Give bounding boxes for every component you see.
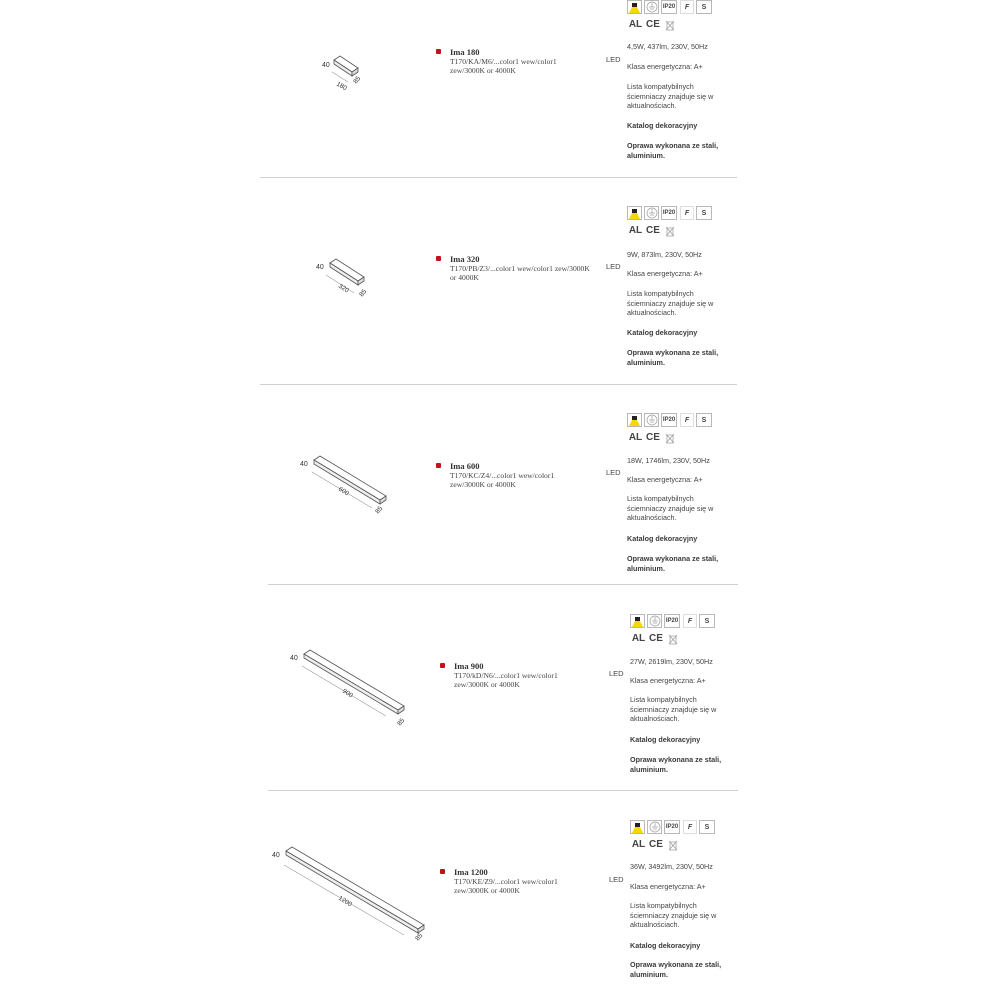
product-drawing bbox=[312, 255, 382, 305]
product-name: Ima 180 bbox=[450, 47, 480, 57]
product-drawing bbox=[270, 845, 435, 945]
length-dim-label: 600 bbox=[336, 485, 350, 498]
s-mark-icon: S bbox=[696, 413, 712, 427]
aluminium-icon: AL bbox=[631, 633, 646, 644]
s-mark-icon: S bbox=[699, 820, 715, 834]
product-drawing bbox=[296, 454, 396, 524]
ip20-icon: IP20 bbox=[664, 820, 680, 834]
spec-material: Oprawa wykonana ze stali, aluminium. bbox=[627, 348, 719, 367]
spec-dimmer-list: Lista kompatybilnych ściemniaczy znajduje się w aktualnościach. bbox=[630, 901, 717, 930]
aluminium-icon: AL bbox=[628, 19, 643, 30]
spec-power: 9W, 873lm, 230V, 50Hz bbox=[627, 250, 702, 259]
product-name: Ima 900 bbox=[454, 661, 484, 671]
led-label: LED bbox=[609, 669, 624, 678]
ip20-icon: IP20 bbox=[661, 413, 677, 427]
f-mark-icon: F bbox=[680, 0, 694, 14]
spec-power: 18W, 1746lm, 230V, 50Hz bbox=[627, 456, 710, 465]
product-code: T170/KE/Z9/...color1 wew/color1 zew/3000K or 4000K bbox=[454, 877, 558, 895]
s-mark-icon: S bbox=[699, 614, 715, 628]
row-separator bbox=[260, 384, 737, 385]
spec-power: 4,5W, 437lm, 230V, 50Hz bbox=[627, 42, 708, 51]
spec-catalog: Katalog dekoracyjny bbox=[630, 941, 701, 950]
ip20-icon: IP20 bbox=[664, 614, 680, 628]
product-code: T170/KC/Z4/...color1 wew/color1 zew/3000K or 4000K bbox=[450, 471, 555, 489]
f-mark-icon: F bbox=[680, 206, 694, 220]
f-mark-icon: F bbox=[683, 820, 697, 834]
weee-bin-icon bbox=[666, 631, 679, 646]
length-dim-label: 320 bbox=[336, 282, 350, 295]
height-dim-label: 40 bbox=[290, 655, 298, 662]
spec-power: 27W, 2619lm, 230V, 50Hz bbox=[630, 657, 713, 666]
bullet-icon bbox=[440, 869, 445, 874]
spec-dimmer-list: Lista kompatybilnych ściemniaczy znajduje się w aktualnościach. bbox=[627, 289, 714, 318]
spec-catalog: Katalog dekoracyjny bbox=[630, 735, 701, 744]
product-code: T170/PB/Z3/...color1 wew/color1 zew/3000K or 4000K bbox=[450, 264, 590, 282]
ceiling-recessed-icon bbox=[627, 206, 642, 220]
spec-energy-class: Klasa energetyczna: A+ bbox=[630, 676, 706, 685]
length-dim-label: 900 bbox=[340, 687, 354, 700]
spec-dimmer-list: Lista kompatybilnych ściemniaczy znajduje się w aktualnościach. bbox=[627, 494, 714, 523]
product-code: T170/KA/M6/...color1 wew/color1 zew/3000K or 4000K bbox=[450, 57, 557, 75]
product-name: Ima 1200 bbox=[454, 867, 488, 877]
spec-catalog: Katalog dekoracyjny bbox=[627, 328, 698, 337]
bullet-icon bbox=[436, 463, 441, 468]
class-i-ground-icon bbox=[644, 0, 659, 14]
bullet-icon bbox=[436, 256, 441, 261]
width-dim-label: 85 bbox=[414, 932, 425, 943]
spec-catalog: Katalog dekoracyjny bbox=[627, 534, 698, 543]
spec-energy-class: Klasa energetyczna: A+ bbox=[630, 882, 706, 891]
spec-power: 36W, 3492lm, 230V, 50Hz bbox=[630, 862, 713, 871]
spec-material: Oprawa wykonana ze stali, aluminium. bbox=[627, 554, 719, 573]
product-name: Ima 320 bbox=[450, 254, 480, 264]
class-i-ground-icon bbox=[644, 413, 659, 427]
class-i-ground-icon bbox=[644, 206, 659, 220]
spec-energy-class: Klasa energetyczna: A+ bbox=[627, 475, 703, 484]
spec-catalog: Katalog dekoracyjny bbox=[627, 121, 698, 130]
width-dim-label: 85 bbox=[374, 505, 385, 516]
ce-mark-icon: CE bbox=[646, 432, 660, 443]
aluminium-icon: AL bbox=[631, 839, 646, 850]
width-dim-label: 85 bbox=[358, 288, 369, 299]
height-dim-label: 40 bbox=[272, 852, 280, 859]
spec-material: Oprawa wykonana ze stali, aluminium. bbox=[630, 960, 722, 979]
aluminium-icon: AL bbox=[628, 225, 643, 236]
length-dim-label: 1200 bbox=[336, 894, 353, 909]
led-label: LED bbox=[606, 468, 621, 477]
row-separator bbox=[260, 177, 737, 178]
s-mark-icon: S bbox=[696, 206, 712, 220]
ce-mark-icon: CE bbox=[649, 633, 663, 644]
spec-dimmer-list: Lista kompatybilnych ściemniaczy znajduje się w aktualnościach. bbox=[627, 82, 714, 111]
product-code: T170/kD/N6/...color1 wew/color1 zew/3000K or 4000K bbox=[454, 671, 558, 689]
s-mark-icon: S bbox=[696, 0, 712, 14]
ip20-icon: IP20 bbox=[661, 206, 677, 220]
height-dim-label: 40 bbox=[316, 264, 324, 271]
product-name: Ima 600 bbox=[450, 461, 480, 471]
aluminium-icon: AL bbox=[628, 432, 643, 443]
weee-bin-icon bbox=[663, 17, 676, 32]
led-label: LED bbox=[606, 55, 621, 64]
spec-material: Oprawa wykonana ze stali, aluminium. bbox=[630, 755, 722, 774]
class-i-ground-icon bbox=[647, 820, 662, 834]
length-dim-label: 180 bbox=[335, 80, 348, 93]
row-separator bbox=[268, 584, 738, 585]
height-dim-label: 40 bbox=[322, 62, 330, 69]
ce-mark-icon: CE bbox=[646, 19, 660, 30]
weee-bin-icon bbox=[663, 430, 676, 445]
ce-mark-icon: CE bbox=[649, 839, 663, 850]
spec-energy-class: Klasa energetyczna: A+ bbox=[627, 62, 703, 71]
ceiling-recessed-icon bbox=[630, 820, 645, 834]
product-drawing bbox=[286, 648, 416, 738]
weee-bin-icon bbox=[663, 223, 676, 238]
spec-dimmer-list: Lista kompatybilnych ściemniaczy znajduje się w aktualnościach. bbox=[630, 695, 717, 724]
weee-bin-icon bbox=[666, 837, 679, 852]
led-label: LED bbox=[609, 875, 624, 884]
ceiling-recessed-icon bbox=[630, 614, 645, 628]
product-drawing bbox=[318, 52, 378, 92]
height-dim-label: 40 bbox=[300, 461, 308, 468]
bullet-icon bbox=[436, 49, 441, 54]
width-dim-label: 85 bbox=[352, 75, 363, 86]
led-label: LED bbox=[606, 262, 621, 271]
ceiling-recessed-icon bbox=[627, 413, 642, 427]
bullet-icon bbox=[440, 663, 445, 668]
spec-energy-class: Klasa energetyczna: A+ bbox=[627, 269, 703, 278]
f-mark-icon: F bbox=[680, 413, 694, 427]
spec-material: Oprawa wykonana ze stali, aluminium. bbox=[627, 141, 719, 160]
row-separator bbox=[268, 790, 738, 791]
ip20-icon: IP20 bbox=[661, 0, 677, 14]
width-dim-label: 85 bbox=[396, 717, 407, 728]
f-mark-icon: F bbox=[683, 614, 697, 628]
ce-mark-icon: CE bbox=[646, 225, 660, 236]
ceiling-recessed-icon bbox=[627, 0, 642, 14]
class-i-ground-icon bbox=[647, 614, 662, 628]
